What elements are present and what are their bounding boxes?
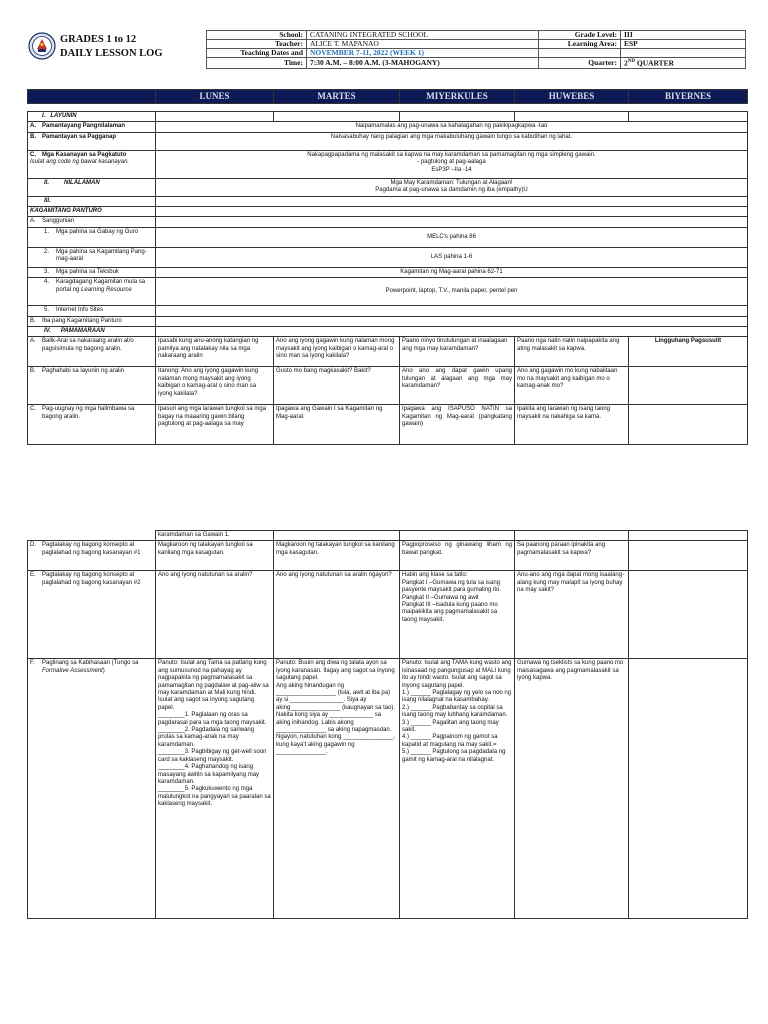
day-lunes: LUNES [156,90,274,104]
day-martes: MARTES [274,90,400,104]
row-pagtalakay-1: D. Pagtalakay ng bagong konsepto at paglalahad ng bagong kasanayan #1 Magkaroon ng talakayan tungkol sa kanilang mga kasagutan. Magkaroon ng talakayan tungkol sa kanilang mga kasagutan. Pagpoproseso ng ginawang liham ng bawat pangkat. Sa paanong paraan ipinakita ang pagmamalasakit sa kapwa? [28,541,748,571]
pagtalakay-2-lunes: Ano ang iyong natutunan sa aralin? [156,571,274,659]
paghahabi-miyerkules: Ano ano ang dapat gawin upang tulungan at alagaan ang mga may karamdaman? [400,367,515,405]
row-layunin [28,112,748,122]
pagtalakay-2-huwebes: Anu-ano ang mga dapat mong isaalang-alang kung may malapit sa iyong buhay na may sakit? [515,571,629,659]
row-pangnilalaman: A. Pamantayang Pangnilalaman Naipamamalas ang pag-unawa sa kahalagahan ng pakikipagkapwa -tao [28,122,748,132]
label-nilalaman: NILALAMAN [64,179,100,186]
row-balik-aral: A. Balik-Aral sa nakaraang aralin at/o pagsisimula ng bagong aralin. Ipasabi kung anu-anong katangian ng pamilya ang natalakay nila sa mga nakaraang aralin Ano ang iyong gagawin kung nalaman mong maysakit ang iyong kaibigan o kamag-aral o sino man sa iyong kakilala? Paano ninyo tinutulungan at inaalagaan ang mga may karamdaman? Paano nga natin natin naipapakita ang ating malasakit sa kapwa. Lingguhang Pagsusulit [28,337,748,367]
row-pagganap: B. Pamantayan sa Pagganap Naisasabuhay nang palagian ang mga makabuluhang gawain tungo sa kabutihan ng lahat. [28,132,748,150]
row-continuation [28,531,748,541]
pagtalakay-1-huwebes: Sa paanong paraan ipinakita ang pagmamalasakit sa kapwa? [515,541,629,571]
pagtalakay-1-martes: Magkaroon ng talakayan tungkol sa kanilang mga kasagutan. [274,541,400,571]
label-paghahabi: Paghahabi sa layunin ng aralin [42,368,125,375]
balik-aral-martes: Ano ang iyong gagawin kung nalaman mong maysakit ang iyong kaibigan o kamag-aral o sino man sa iyong kakilala? [274,337,400,367]
label-paglinang: Paglinang sa Kabihasaan (Tungo sa Formative Assessment) [42,660,139,674]
paglinang-martes: Panuto: Buuin ang diwa ng talata ayon sa iyong karanasan. Ilagay ang sagot sa inyong sagutang papel. Ang aking hinandugan ng __________________ (tula, awit at iba pa) ay si ________________. Siya ay aking_______________ (kaugnayan sa tao). Nakita kong siya ay _____________ sa aking inihandog. Labis akong _______________ sa aking napagmasdan. Ngayon, natutuhan kong _______________, kung kaya't aking gagawin ng _______________. [274,659,400,919]
balik-aral-lunes: Ipasabi kung anu-anong katangian ng pamilya ang natalakay nila sa mga nakaraang aralin [156,337,274,367]
label-pagganap: Pamantayan sa Pagganap [42,133,117,140]
value-teksbuk: Kagamitan ng Mag-aaral pahina 62-71 [156,267,748,277]
row-pagtalakay-2: E. Pagtalakay ng bagong konsepto at paglalahad ng bagong kasanayan #2 Ano ang iyong natutunan sa aralin? Ano ang iyong natutunan sa aralin ngayon? Hatiin ang klase sa tatlo: Pangkat I –Gumawa ng tula sa isang pasyente maysakit para gumaling ito. Pangkat II –Gumawa ng awit Pangkat III –isadula kung paano mo maipakikita ang pagmamalasakit sa taong maysakit. Anu-ano ang mga dapat mong isaalang-alang kung may malapit sa iyong buhay na may sakit? [28,571,748,659]
time-value: 7:30 A.M. – 8:00 A.M. (3-MAHOGANY) [307,58,539,69]
lesson-log-header [28,30,746,74]
school-value: CATANING INTEGRATED SCHOOL [307,31,539,40]
area-value: ESP [621,40,746,49]
row-paglinang: F. Paglinang sa Kabihasaan (Tungo sa Formative Assessment) Panuto: Isulat ang Tama sa patlang kung ang sumusunod na pahayag ay nagpapakita ng pagmamalasakit sa pamamagitan ng pagdalaw at pag-aliw sa may karamdaman at Mali kung hindi. Isulat ang sagot sa inyong sagutang papel. ________1. Paglalaan ng oras sa pagdarasal para sa mga taong maysakit. ________2. Pagdadala ng sariwang prutas sa kamag-anak na may karamdaman. ________3. Pagbibigay ng get-well soon card sa kaklaseng maysakit. ________4. Paghahandog ng isang masayang awitin sa kapamilyang may karamdaman. ________5. Pagkukuwento ng mga malulungkot na pangyayari sa paaralan sa kaklaseng maysakit. Panuto: Buuin ang diwa ng talata ayon sa iyong karanasan. Ilagay ang sagot sa inyong sagutang papel. Ang aking hinandugan ng __________________ (tula, awit at iba pa) ay si ________________. Siya ay aking_______________ (kaugnayan sa tao). Nakita kong siya ay _____________ sa aking inihandog. Labis akong _______________ sa aking napagmasdan. Ngayon, natutuhan kong _______________, kung kaya't aking gagawin ng _______________. Panuto: Isulat ang TAMA kung wasto ang isinasaad ng pangungusap at MALI kung ito ay hindi wasto. Isulat ang sagot sa inyong sagutang papel. 1.) ______ Paglalagay ng yelo sa noo ng isang nilalagnat na kasambahay. 2.) ______ Pagbabantay sa ospital sa isang taong may lubhang karamdaman. 3.) ______ Pagalitan ang taong may sakit. 4.) ______ Pagpainom ng gamot sa kapatid at magulang na may sakit.= 5.) ______ Pagtulong sa pagdadala ng gamit ng kamag-aral na nilalagnat. Gumawa ng tseklists sa kung paano mo maisasagawa ang pagmamalasakit sa iyong kapwa. [28,659,748,919]
pagtalakay-2-miyerkules: Hatiin ang klase sa tatlo: Pangkat I –Gumawa ng tula sa isang pasyente maysakit para gumaling ito. Pangkat II –Gumawa ng awit Pangkat III –isadula kung paano mo maipakikita ang pagmamalasakit sa taong maysakit. [400,571,515,659]
label-pagkatuto-note: Isulat ang code ng bawat kasanayan. [30,159,130,166]
value-gabay: MELC's pahina 86 [156,227,748,247]
paglinang-miyerkules: Panuto: Isulat ang TAMA kung wasto ang isinasaad ng pangungusap at MALI kung ito ay hindi wasto. Isulat ang sagot sa inyong sagutang papel. 1.) ______ Paglalagay ng yelo sa noo ng isang nilalagnat na kasambahay. 2.) ______ Pagbabantay sa ospital sa isang taong may lubhang karamdaman. 3.) ______ Pagalitan ang taong may sakit. 4.) ______ Pagpainom ng gamot sa kapatid at magulang na may sakit.= 5.) ______ Pagtulong sa pagdadala ng gamit ng kamag-aral na nilalagnat. [400,659,515,919]
label-iba-pang: Iba pang Kagamitang Panturo [42,317,122,324]
paghahabi-lunes: Itanong: Ano ang iyong gagawin kung nalaman mong maysakit ang iyong kaibigan o kamag-aral o sino man sa iyong kakilala? [156,367,274,405]
value-pagganap: Naisasabuhay nang palagian ang mga makabuluhang gawain tungo sa kabutihan ng lahat. [156,132,748,150]
pagtalakay-2-martes: Ano ang iyong natutunan sa aralin ngayon? [274,571,400,659]
label-sanggunian: Sanggunian [42,218,75,225]
quarter-label: Quarter: [539,58,621,69]
balik-aral-biyernes: Lingguhang Pagsusulit [629,337,748,367]
pag-uugnay-martes: Ipagawa ang Gawain I sa Kagamitan ng Mag-aaral. [274,405,400,445]
label-kagamitan-mag: Mga pahina sa Kagamitang Pang-mag-aaral [56,248,147,263]
grade-value: III [621,31,746,40]
label-internet: Internet Info Sites [56,307,104,314]
area-label: Learning Area: [539,40,621,49]
pagtalakay-1-miyerkules: Pagpoproseso ng ginawang liham ng bawat pangkat. [400,541,515,571]
day-header-row [28,90,748,104]
value-pagkatuto: Nakapagpapadama ng malasakit sa kapwa na may karamdaman sa pamamagitan ng mga simpleng gawain. - pagtulong at pag-aalaga EsP3P –IIa -14 [156,150,748,178]
teacher-label: Teacher: [207,40,307,49]
pag-uugnay-lunes: Ipasuri ang mga larawan tungkol sa mga bagay na maaaring gawin bilang pagtulong at pag-aalaga sa may [156,405,274,445]
school-label: School: [207,31,307,40]
continuation-lunes: karamdaman sa Gawain 1. [156,531,274,541]
label-pagtalakay-2: Pagtalakay ng bagong konsepto at paglalahad ng bagong kasanayan #2 [42,572,141,586]
value-karagdagang: Powerpoint, laptop, T.V., manila paper, pentel pen [156,278,748,306]
dates-value: NOVEMBER 7-11, 2022 (WEEK 1) [307,49,539,58]
lesson-table-page-1: LUNES MARTES MIYERKULES HUWEBES BIYERNES I. LAYUNIN A. Pamantayang Pangnilalaman Naipamamalas ang pag-unawa sa kahalagahan ng pakikipagkapwa -tao B. Pamantayan sa Pagganap Naisasabuhay nang palagian ang mga makabuluhang gawain tungo sa kabutihan ng lahat. C. Mga Kasanayan sa Pagkatuto Isulat ang code ng bawat kasanayan. Nakapagpapadama ng malasakit sa kapwa na may karamdaman sa pamamagitan ng mga simpleng gawain. - pagtulong at pag-aalaga EsP3P –IIa -14 II. NILALAMAN Mga May Karamdaman: Tulungan at Alagaan! Pagdama at pag-unawa sa damdamin ng iba (empathy)U III. KAGAMITANG PANTURO A. Sanggunian 1. Mga pahina sa Gabay ng Guro MELC's pahina 86 2. Mga pahina sa Kagamitang Pang-mag-aaral LAS pahina 1-6 3. Mga pahina sa Teksbuk Kagamitan ng Mag-aaral pahina 62-71 4. Karagdagang Kagamitan mula sa portal ng Learning Resource Powerpoint, laptop, T.V., manila paper, pentel pen 5. Internet Info Sites B. Iba pang Kagamitang Panturo IV. PAMAMARAAN A. Balik-Aral sa nakaraang aralin at/o pagsisimula ng bagong aralin. Ipasabi kung anu-anong katangian ng pamilya ang natalakay nila sa mga nakaraang aralin Ano ang iyong gagawin kung nalaman mong maysakit ang iyong kaibigan o kamag-aral o sino man sa iyong kakilala? Paano ninyo tinutulungan at inaalagaan ang mga may karamdaman? Paano nga natin natin naipapakita ang ating malasakit sa kapwa. Lingguhang Pagsusulit B. Paghahabi sa layunin ng aralin Itanong: Ano ang iyong gagawin kung nalaman mong maysakit ang iyong kaibigan o kamag-aral o sino man sa iyong kakilala? Gusto mo bang magkasakit? Bakit? Ano ano ang dapat gawin upang tulungan at alagaan ang mga may karamdaman? Ano ang gagawin mo kung nabalitaan mo na maysakit ang kaibigan mo o kamag-anak mo? C. Pag-uugnay ng mga halimbawa sa bagong aralin. Ipasuri ang mga larawan tungkol sa mga bagay na maaaring gawin bilang pagtulong at pag-aalaga sa may Ipagawa ang Gawain I sa Kagamitan ng Mag-aaral. Ipagawa ang ISAPUSO NATIN sa Kagamitan ng Mag-aaral (pangkatang gawain) Ipakita ang larawan ng isang taong maysakit na nakahiga sa kama. [27,89,748,445]
label-pagkatuto: Mga Kasanayan sa Pagkatuto [42,151,127,158]
paghahabi-martes: Gusto mo bang magkasakit? Bakit? [274,367,400,405]
row-pagkatuto: C. Mga Kasanayan sa Pagkatuto Isulat ang code ng bawat kasanayan. Nakapagpapadama ng malasakit sa kapwa na may karamdaman sa pamamagitan ng mga simpleng gawain. - pagtulong at pag-aalaga EsP3P –IIa -14 [28,150,748,178]
value-nilalaman: Mga May Karamdaman: Tulungan at Alagaan! Pagdama at pag-unawa sa damdamin ng iba (empathy)U [156,178,748,196]
balik-aral-miyerkules: Paano ninyo tinutulungan at inaalagaan ang mga may karamdaman? [400,337,515,367]
time-label: Time: [207,58,307,69]
row-paghahabi: B. Paghahabi sa layunin ng aralin Itanong: Ano ang iyong gagawin kung nalaman mong maysakit ang iyong kaibigan o kamag-aral o sino man sa iyong kakilala? Gusto mo bang magkasakit? Bakit? Ano ano ang dapat gawin upang tulungan at alagaan ang mga may karamdaman? Ano ang gagawin mo kung nabalitaan mo na maysakit ang kaibigan mo o kamag-anak mo? [28,367,748,405]
label-gabay: Mga pahina sa Gabay ng Guro [56,228,139,235]
paglinang-huwebes: Gumawa ng tseklists sa kung paano mo maisasagawa ang pagmamalasakit sa iyong kapwa. [515,659,629,919]
pag-uugnay-miyerkules: Ipagawa ang ISAPUSO NATIN sa Kagamitan ng Mag-aaral (pangkatang gawain) [400,405,515,445]
paghahabi-huwebes: Ano ang gagawin mo kung nabalitaan mo na maysakit ang kaibigan mo o kamag-anak mo? [515,367,629,405]
pagtalakay-1-lunes: Magkaroon ng talakayan tungkol sa kanilang mga kasagutan. [156,541,274,571]
document-title [60,33,163,61]
lesson-table-page-2 [27,530,748,919]
label-pamamaraan: PAMAMARAAN [60,328,105,335]
day-miyerkules: MIYERKULES [400,90,515,104]
paglinang-lunes: Panuto: Isulat ang Tama sa patlang kung ang sumusunod na pahayag ay nagpapakita ng pagmamalasakit sa pamamagitan ng pagdalaw at pag-aliw sa may karamdaman at Mali kung hindi. Isulat ang sagot sa inyong sagutang papel. ________1. Paglalaan ng oras sa pagdarasal para sa mga taong maysakit. ________2. Pagdadala ng sariwang prutas sa kamag-anak na may karamdaman. ________3. Pagbibigay ng get-well soon card sa kaklaseng maysakit. ________4. Paghahandog ng isang masayang awitin sa kapamilyang may karamdaman. ________5. Pagkukuwento ng mga malulungkot na pangyayari sa paaralan sa kaklaseng maysakit. [156,659,274,919]
title-line-2: DAILY LESSON LOG [60,48,163,59]
grade-label: Grade Level: [539,31,621,40]
header-info-table [206,30,746,69]
day-biyernes: BIYERNES [629,90,748,104]
deped-seal-icon [28,32,56,60]
label-balik-aral: Balik-Aral sa nakaraang aralin at/o pagsisimula ng bagong aralin. [42,338,134,352]
title-line-1: GRADES 1 to 12 [60,34,137,45]
label-layunin: I. LAYUNIN [28,112,156,122]
value-kagamitan-mag: LAS pahina 1-6 [156,247,748,267]
day-huwebes: HUWEBES [515,90,629,104]
quarter-value: 2ND QUARTER [621,58,746,69]
teacher-value: ALICE T. MAPANAO [307,40,539,49]
label-iii: III. [28,196,156,206]
dates-label: Teaching Dates and [207,49,307,58]
value-pangnilalaman: Naipamamalas ang pag-unawa sa kahalagahan ng pakikipagkapwa -tao [156,122,748,132]
label-karagdagang: Karagdagang Kagamitan mula sa portal ng Learning Resource [56,279,146,293]
label-kagamitan: KAGAMITANG PANTURO [28,207,156,217]
label-pagtalakay-1: Pagtalakay ng bagong konsepto at paglalahad ng bagong kasanayan #1 [42,542,141,556]
balik-aral-huwebes: Paano nga natin natin naipapakita ang ating malasakit sa kapwa. [515,337,629,367]
pag-uugnay-huwebes: Ipakita ang larawan ng isang taong maysakit na nakahiga sa kama. [515,405,629,445]
row-nilalaman: II. NILALAMAN Mga May Karamdaman: Tulungan at Alagaan! Pagdama at pag-unawa sa damdamin ng iba (empathy)U [28,178,748,196]
row-pag-uugnay: C. Pag-uugnay ng mga halimbawa sa bagong aralin. Ipasuri ang mga larawan tungkol sa mga bagay na maaaring gawin bilang pagtulong at pag-aalaga sa may Ipagawa ang Gawain I sa Kagamitan ng Mag-aaral. Ipagawa ang ISAPUSO NATIN sa Kagamitan ng Mag-aaral (pangkatang gawain) Ipakita ang larawan ng isang taong maysakit na nakahiga sa kama. [28,405,748,445]
label-pag-uugnay: Pag-uugnay ng mga halimbawa sa bagong aralin. [42,406,135,420]
label-pangnilalaman: Pamantayang Pangnilalaman [42,123,126,130]
label-teksbuk: Mga pahina sa Teksbuk [56,268,119,275]
